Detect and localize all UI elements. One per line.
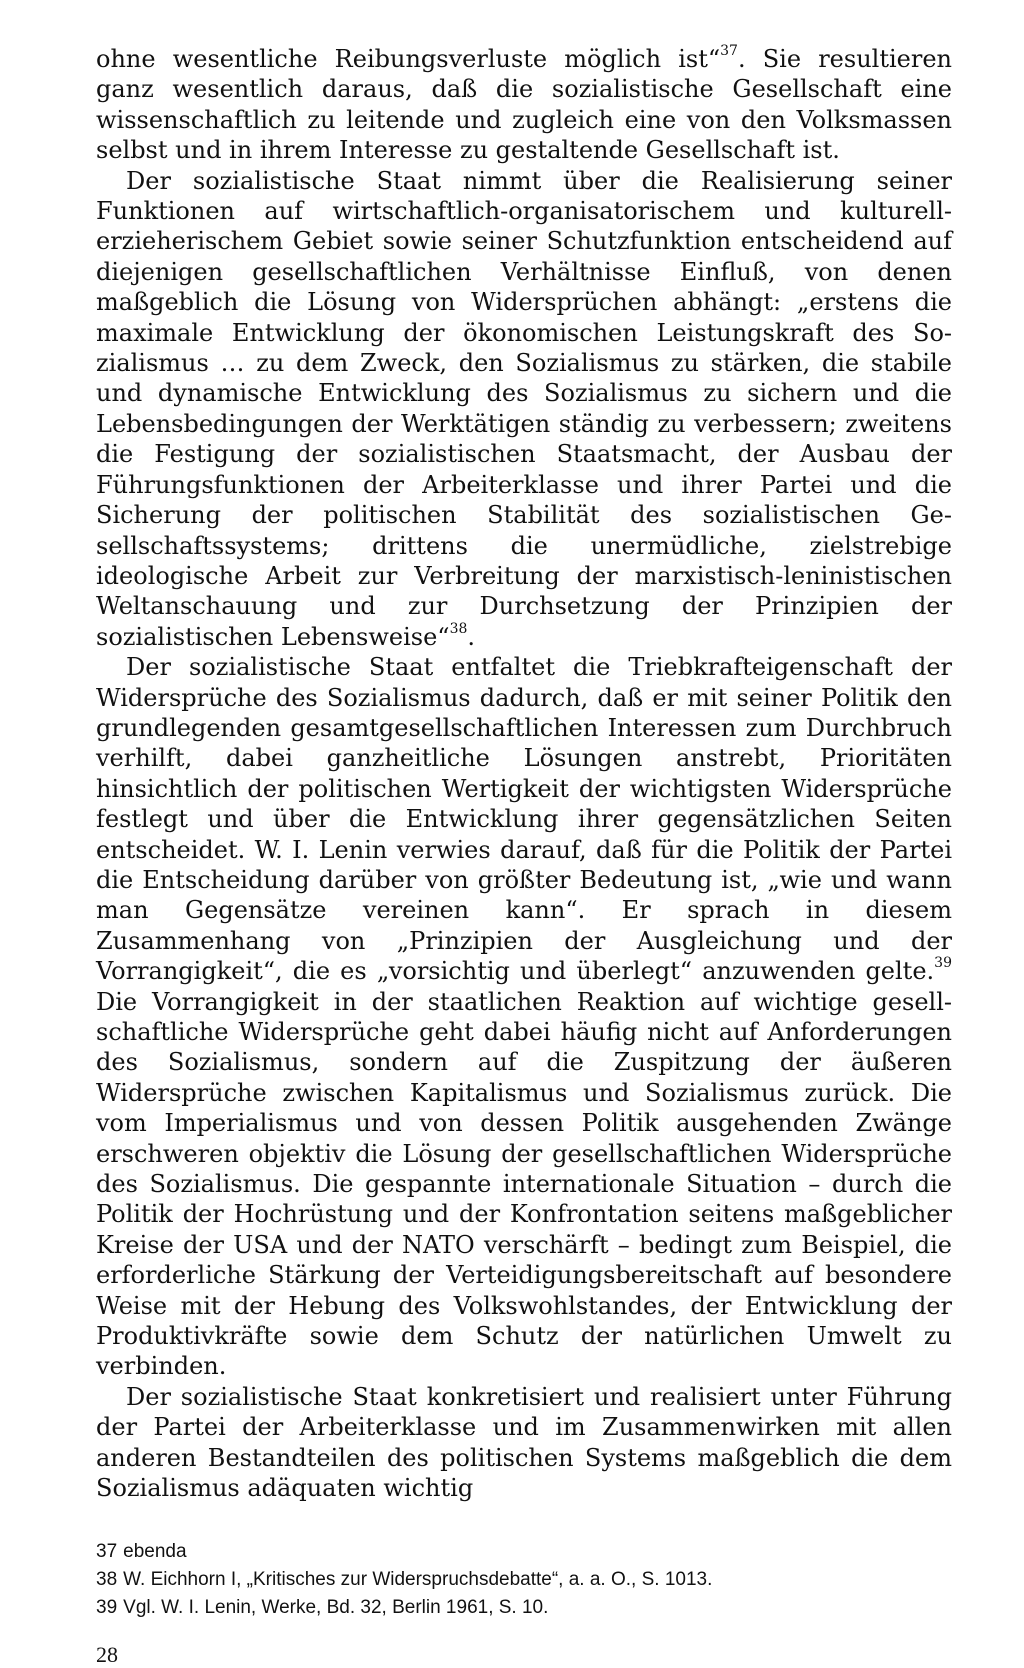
text-run: . Sie resultieren ganz wesentlich daraus, daß die sozialistische Gesellschaft eine wissenschaftlich zu leitende und zugleich eine von den Volksmassen selbst und in ihrem Interesse zu gestaltende Gesellschaft ist. — [96, 45, 952, 165]
footnote-number: 39 — [96, 1596, 118, 1618]
footnote-text: Vgl. W. I. Lenin, Werke, Bd. 32, Berlin 1961, S. 10. — [123, 1596, 549, 1618]
footnote-text: ebenda — [123, 1540, 187, 1562]
footnote-text: W. Eichhorn I, „Kritisches zur Widerspruchsdebatte“, a. a. O., S. 1013. — [123, 1568, 713, 1590]
paragraph — [96, 652, 952, 1382]
footnote — [96, 1538, 952, 1566]
footnote — [96, 1566, 952, 1594]
paragraph — [96, 1382, 952, 1504]
footnote-number: 38 — [96, 1568, 118, 1590]
footnote-ref: 37 — [720, 43, 738, 59]
text-run: Der sozialistische Staat konkretisiert und realisiert unter Führung der Partei der Arbeiterklasse und im Zusammenwirken mit allen anderen Bestandteilen des politischen Systems maßgeblich die dem Sozialismus adäquaten wichtig — [96, 1382, 952, 1503]
text-run: ohne wesentliche Reibungsverluste möglich ist“ — [96, 45, 721, 73]
text-run: . — [467, 622, 476, 651]
body-text — [96, 44, 952, 1504]
page-number: 28 — [96, 1641, 118, 1667]
footnote — [96, 1594, 952, 1622]
book-page — [96, 44, 952, 1668]
text-run: Die Vorrangigkeit in der staatlichen Reaktion auf wichtige gesellschaftliche Widersprüche geht dabei häufig nicht auf Anforderungen des Sozialismus, sondern auf die Zuspitzung der äußeren Widersprüche zwischen Kapitalismus und Sozialismus zurück. Die vom Imperialismus und von dessen Politik ausgehenden Zwänge erschweren objektiv die Lösung der gesellschaftlichen Widersprüche des Sozialismus. Die gespannte internationale Situation – durch die Politik der Hochrüstung und der Konfrontation seitens maßgeblicher Kreise der USA und der NATO verschärft – bedingt zum Beispiel, die erforderliche Stärkung der Verteidigungsbereitschaft auf besondere Weise mit der Hebung des Volkswohlstandes, der Entwicklung der Produktivkräfte sowie dem Schutz der natürlichen Umwelt zu verbinden. — [96, 987, 952, 1381]
paragraph — [96, 166, 952, 653]
footnote-ref: 38 — [449, 620, 468, 637]
footnotes — [96, 1538, 952, 1622]
footnote-ref: 39 — [934, 955, 952, 972]
text-run: Der sozialistische Staat entfaltet die Triebkrafteigenschaft der Widersprüche des Sozialismus dadurch, daß er mit seiner Politik den grundlegenden gesamtgesellschaftlichen Interessen zum Durchbruch verhilft, dabei ganzheitliche Lösungen anstrebt, Prioritäten hinsichtlich der politischen Wertigkeit der wichtigsten Widersprüche festlegt und über die Entwicklung ihrer gegensätzlichen Seiten entscheidet. W. I. Lenin verwies darauf, daß für die Politik der Partei die Entscheidung darüber von größter Bedeutung ist, „wie und wann man Gegensätze vereinen kann“. Er sprach in diesem Zusammenhang von „Prinzipien der Ausgleichung und der Vorrangigkeit“, die es „vorsichtig und überlegt“ anzuwenden gelte. — [96, 653, 952, 986]
paragraph — [96, 44, 952, 166]
footnote-number: 37 — [96, 1540, 118, 1562]
text-run: Der sozialistische Staat nimmt über die Realisierung seiner Funktionen auf wirtschaftlich-organisatorischem und kulturell-erzieherischem Gebiet sowie seiner Schutzfunktion entscheidend auf diejenigen gesellschaftlichen Verhältnisse Einfluß, von denen maßgeblich die Lösung von Widersprüchen abhängt: „erstens die maximale Entwicklung der ökonomischen Leistungskraft des Sozialismus … zu dem Zweck, den Sozialismus zu stärken, die stabile und dynamische Entwicklung des Sozialismus zu sichern und die Lebensbedingungen der Werktätigen ständig zu verbessern; zweitens die Festigung der sozialistischen Staatsmacht, der Ausbau der Führungsfunktionen der Arbeiterklasse und ihrer Partei und die Sicherung der politischen Stabilität des sozialistischen Gesellschaftssystems; drittens die unermüdliche, zielstrebige ideologische Arbeit zur Verbreitung der marxistisch-leninistischen Weltanschauung und zur Durchsetzung der Prinzipien der sozialistischen Lebensweise“ — [96, 166, 952, 651]
